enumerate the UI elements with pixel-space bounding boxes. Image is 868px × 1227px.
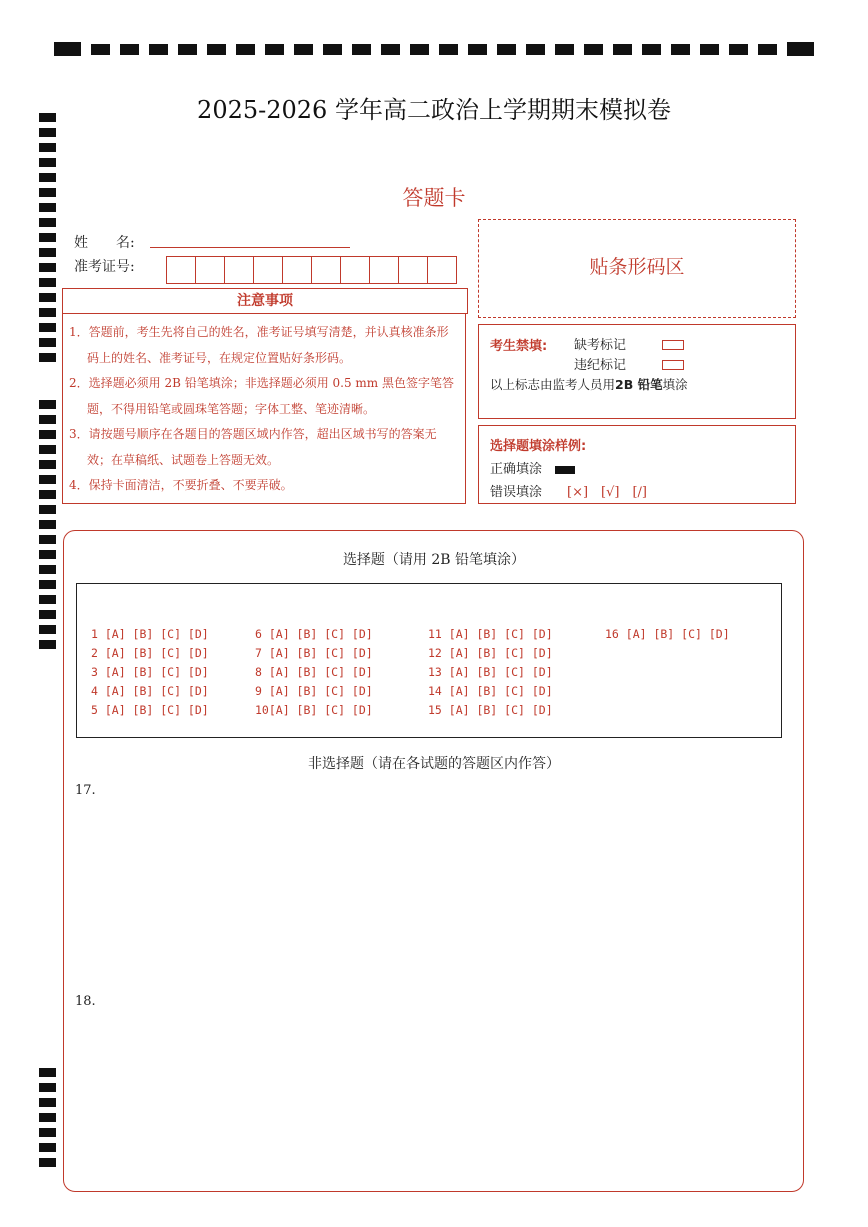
absent-mark-label: 缺考标记 <box>574 338 627 353</box>
id-label: 准考证号: <box>74 259 135 275</box>
answer-card-title: 答题卡 <box>402 186 466 210</box>
choice-row[interactable]: 16 [A] [B] [C] [D] <box>605 627 730 641</box>
violation-mark-label: 违纪标记 <box>574 358 627 373</box>
choice-row[interactable]: 12 [A] [B] [C] [D] <box>428 646 553 660</box>
top-timing-marks <box>54 42 814 56</box>
correct-fill-label: 正确填涂 <box>490 462 543 477</box>
violation-mark-box[interactable] <box>662 354 684 373</box>
choice-row[interactable]: 9 [A] [B] [C] [D] <box>255 684 373 698</box>
forbidden-note-bold: 2B 铅笔 <box>615 377 663 392</box>
choice-section-title: 选择题（请用 2B 铅笔填涂） <box>342 552 526 568</box>
notice-heading: 注意事项 <box>62 288 468 314</box>
choice-row[interactable]: 8 [A] [B] [C] [D] <box>255 665 373 679</box>
exam-title: 2025-2026 学年高二政治上学期期末模拟卷 <box>197 96 671 124</box>
choice-column-2[interactable] <box>255 625 373 720</box>
choice-row[interactable]: 2 [A] [B] [C] [D] <box>91 646 209 660</box>
notice-item: 4．保持卡面清洁，不要折叠、不要弄破。 <box>69 478 293 492</box>
choice-row[interactable]: 13 [A] [B] [C] [D] <box>428 665 553 679</box>
wrong-fill-label: 错误填涂 <box>490 485 543 500</box>
absent-mark-box[interactable] <box>662 334 684 353</box>
choice-row[interactable]: 5 [A] [B] [C] [D] <box>91 703 209 717</box>
forbidden-note-prefix: 以上标志由监考人员用 <box>490 377 616 392</box>
notice-item: 2．选择题必须用 2B 铅笔填涂；非选择题必须用 0.5 mm 黑色签字笔答题，不得用铅笔或圆珠笔答题；字体工整、笔迹清晰。 <box>69 376 455 416</box>
exam-id-boxes[interactable] <box>166 256 457 284</box>
question-17-label: 17. <box>75 783 96 798</box>
left-timing-marks-lower <box>39 1068 56 1173</box>
notice-item: 3．请按题号顺序在各题目的答题区域内作答，超出区域书写的答案无效；在草稿纸、试题卷上答题无效。 <box>69 427 437 467</box>
choice-column-1[interactable] <box>91 625 209 720</box>
choice-row[interactable]: 4 [A] [B] [C] [D] <box>91 684 209 698</box>
choice-row[interactable]: 15 [A] [B] [C] [D] <box>428 703 553 717</box>
choice-row[interactable]: 6 [A] [B] [C] [D] <box>255 627 373 641</box>
notice-body <box>62 313 466 504</box>
choice-row[interactable]: 1 [A] [B] [C] [D] <box>91 627 209 641</box>
notice-item: 1．答题前，考生先将自己的姓名，准考证号填写清楚，并认真核准条形码上的姓名、准考证号，在规定位置贴好条形码。 <box>69 325 449 365</box>
choice-column-3[interactable] <box>428 625 553 720</box>
fill-example-box <box>478 425 796 504</box>
left-timing-marks-middle <box>39 400 56 655</box>
choice-row[interactable]: 3 [A] [B] [C] [D] <box>91 665 209 679</box>
forbidden-note <box>490 375 688 393</box>
choice-row[interactable]: 10[A] [B] [C] [D] <box>255 703 373 717</box>
question-18-label: 18. <box>75 994 96 1009</box>
forbidden-label: 考生禁填: <box>490 339 548 354</box>
forbidden-note-suffix: 填涂 <box>662 377 688 392</box>
left-timing-marks-upper <box>39 113 56 368</box>
nonchoice-section-title: 非选择题（请在各试题的答题区内作答） <box>308 756 560 772</box>
name-field[interactable] <box>150 247 350 248</box>
choice-row[interactable]: 11 [A] [B] [C] [D] <box>428 627 553 641</box>
choice-column-4[interactable] <box>605 625 730 644</box>
examinee-forbidden-box <box>478 324 796 419</box>
fill-example-heading: 选择题填涂样例: <box>490 439 587 454</box>
wrong-fill-marks: [×] [√] [/] <box>567 485 647 500</box>
correct-fill-mark <box>555 459 575 478</box>
name-label: 姓 名: <box>74 235 135 251</box>
choice-row[interactable]: 14 [A] [B] [C] [D] <box>428 684 553 698</box>
choice-row[interactable]: 7 [A] [B] [C] [D] <box>255 646 373 660</box>
barcode-area: 贴条形码区 <box>478 219 796 318</box>
